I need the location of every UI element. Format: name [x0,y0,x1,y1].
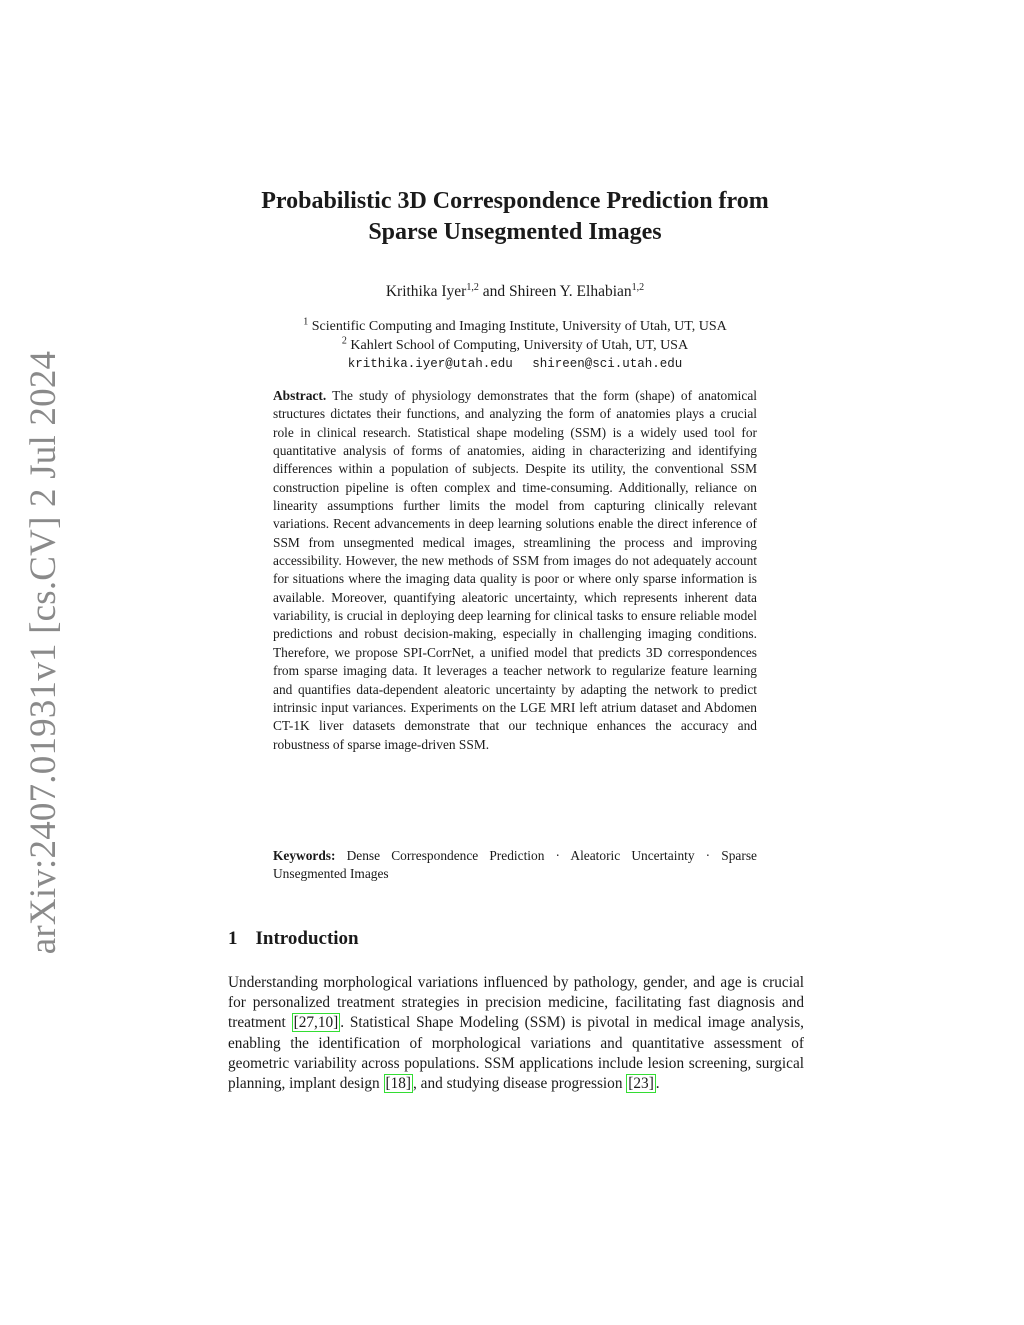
citation-link[interactable]: [23] [628,1075,654,1093]
intro-text: , and studying disease progression [413,1075,627,1093]
citation-link[interactable]: [27,10] [293,1014,339,1032]
affiliation-text: Scientific Computing and Imaging Institute, University of Utah, UT, USA [311,319,727,334]
affiliation [200,316,830,335]
affiliation-mark: 1 [303,316,309,328]
author-affil-mark: 1,2 [631,281,645,293]
section-heading [228,928,359,950]
section-number: 1 [228,928,238,949]
intro-text: . [655,1075,660,1093]
email-address[interactable]: shireen@sci.utah.edu [532,357,683,371]
author-conjunction: and [482,283,506,300]
abstract-text: The study of physiology demonstrates that the form (shape) of anatomical structures dictates their functions, and analyzing the form of anatomies plays a crucial role in clinical research. Statistical shape modeling (SSM) is a widely used tool for quantitative analysis of forms of anatomies, aiding in characterizing and identifying differences within a population of subjects. Despite its utility, the conventional SSM construction pipeline is often complex and time-consuming. Additionally, reliance on linearity assumptions further limits the model from capturing clinically relevant variations. Recent advancements in deep learning solutions enable the direct inference of SSM from unsegmented medical images, streamlining the process and improving accessibility. However, the new methods of SSM from images do not adequately account for situations where the imaging data quality is poor or where only sparse information is available. Moreover, quantifying aleatoric uncertainty, which represents inherent data variability, is crucial in deploying deep learning for clinical tasks to ensure reliable model predictions and robust decision-making, especially in challenging imaging conditions. Therefore, we propose SPI-CorrNet, a unified model that predicts 3D correspondences from sparse imaging data. It leverages a teacher network to regularize feature learning and quantifies data-dependent aleatoric uncertainty by adapting the network to predict intrinsic input variances. Experiments on the LGE MRI left atrium dataset and Abdomen CT-1K liver datasets demonstrate that our technique enhances the accuracy and robustness of sparse image-driven SSM. [273,388,757,752]
author-list [200,283,830,301]
keywords-label: Keywords: [273,848,336,863]
keywords-text: Dense Correspondence Prediction · Aleatoric Uncertainty · Sparse Unsegmented Images [273,848,757,882]
section-title: Introduction [255,928,359,949]
author-name: Krithika Iyer [385,283,467,300]
title-line-1: Probabilistic 3D Correspondence Prediction from [261,188,769,214]
intro-text: Understanding morphological variations influenced by pathology, gender, and age is crucial for personalized treatment strategies in precision medicine, facilitating fast diagnosis and treatment [228,974,804,1032]
arxiv-stamp [18,350,70,954]
intro-text: . Statistical Shape Modeling (SSM) is pivotal in medical image analysis, enabling the identification of morphological variations and quantitative assessment of geometric variability across populations. SSM applications include lesion screening, surgical planning, implant design [228,1014,804,1093]
keywords [273,847,757,884]
title-line-2: Sparse Unsegmented Images [368,219,662,245]
email-address[interactable]: krithika.iyer@utah.edu [347,357,513,371]
affiliation-mark: 2 [341,335,347,347]
paper-title [200,186,830,248]
citation-link[interactable]: [18] [385,1075,412,1093]
arxiv-id: arXiv:2407.01931v1 [cs.CV] 2 Jul 2024 [23,350,65,954]
email-list [200,357,830,371]
affiliation-text: Kahlert School of Computing, University of Utah, UT, USA [350,338,689,353]
author-name: Shireen Y. Elhabian [508,283,632,300]
intro-paragraph [228,973,804,1094]
abstract-label: Abstract. [273,388,327,403]
abstract [273,387,757,754]
author-affil-mark: 1,2 [466,281,479,293]
affiliation [200,335,830,354]
